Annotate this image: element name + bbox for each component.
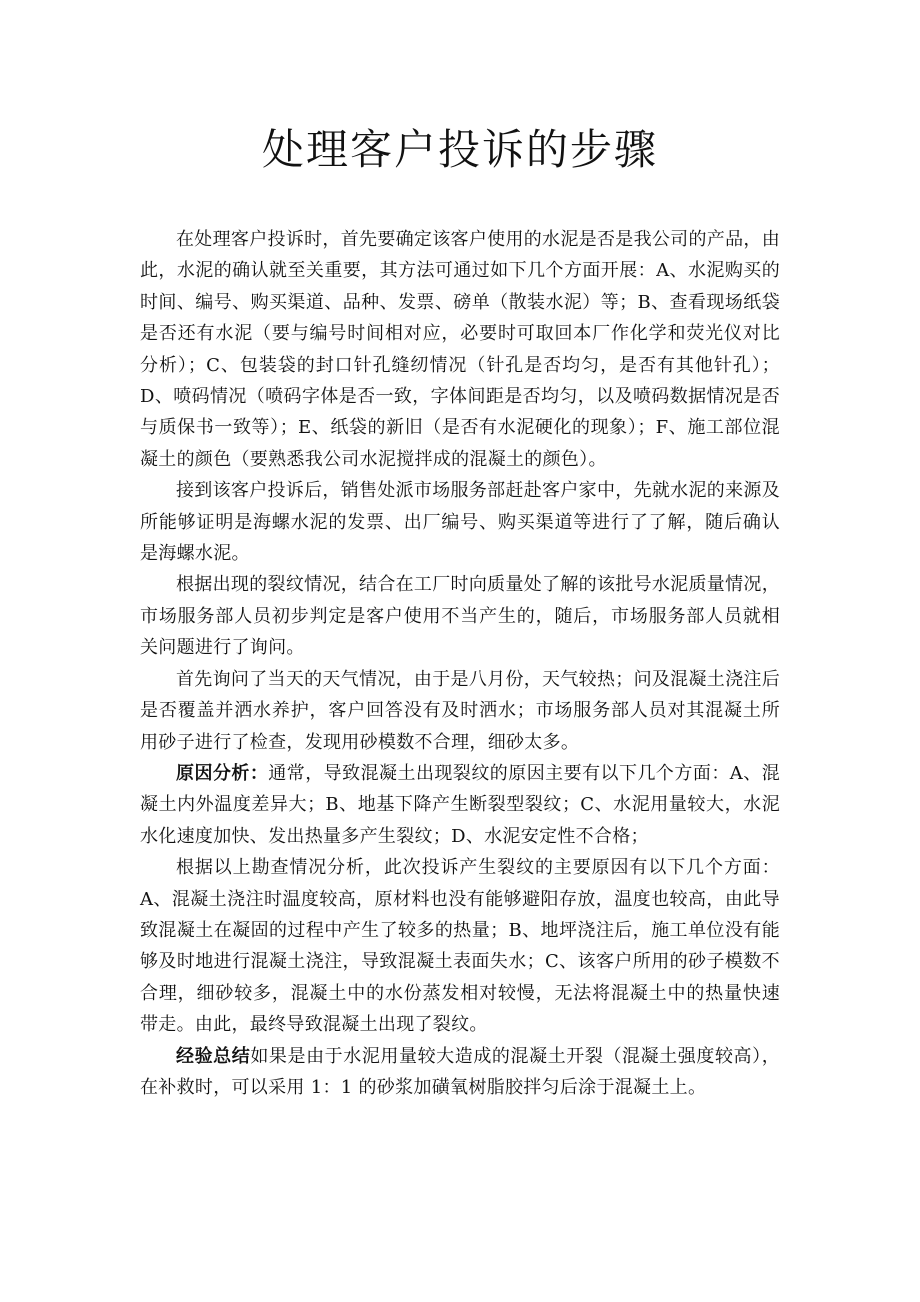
analysis-label: 原因分析：	[176, 762, 269, 784]
document-body	[140, 224, 780, 1103]
paragraph-intro: 在处理客户投诉时，首先要确定该客户使用的水泥是否是我公司的产品，由此，水泥的确认就至关重要，其方法可通过如下几个方面开展：A、水泥购买的时间、编号、购买渠道、品种、发票、磅单（散装水泥）等；B、查看现场纸袋是否还有水泥（要与编号时间相对应，必要时可取回本厂作化学和荧光仪对比分析）；C、包装袋的封口针孔缝纫情况（针孔是否均匀，是否有其他针孔）；D、喷码情况（喷码字体是否一致，字体间距是否均匀，以及喷码数据情况是否与质保书一致等）；E、纸袋的新旧（是否有水泥硬化的现象）；F、施工部位混凝土的颜色（要熟悉我公司水泥搅拌成的混凝土的颜色）。	[140, 229, 780, 470]
page-title: 处理客户投诉的步骤	[261, 125, 658, 174]
paragraph-judgement: 根据出现的裂纹情况，结合在工厂时向质量处了解的该批号水泥质量情况，市场服务部人员初步判定是客户使用不当产生的，随后，市场服务部人员就相关问题进行了询问。	[140, 574, 780, 659]
summary-text: 如果是由于水泥用量较大造成的混凝土开裂（混凝土强度较高），在补救时，可以采用 1：1 的砂浆加磺氧树脂胶拌匀后涂于混凝土上。	[140, 1045, 780, 1098]
paragraph-findings: 根据以上勘查情况分析，此次投诉产生裂纹的主要原因有以下几个方面：A、混凝土浇注时温度较高，原材料也没有能够避阳存放，温度也较高，由此导致混凝土在凝固的过程中产生了较多的热量；B、地坪浇注后，施工单位没有能够及时地进行混凝土浇注，导致混凝土表面失水；C、该客户所用的砂子模数不合理，细砂较多，混凝土中的水份蒸发相对较慢，无法将混凝土中的热量快速带走。由此，最终导致混凝土出现了裂纹。	[140, 857, 780, 1036]
paragraph-summary	[140, 1041, 780, 1104]
summary-label: 经验总结	[176, 1045, 251, 1067]
paragraph-inquiry: 首先询问了当天的天气情况，由于是八月份，天气较热；问及混凝土浇注后是否覆盖并洒水养护，客户回答没有及时洒水；市场服务部人员对其混凝土所用砂子进行了检查，发现用砂模数不合理，细砂太多。	[140, 668, 780, 753]
analysis-text: 通常，导致混凝土出现裂纹的原因主要有以下几个方面：A、混凝土内外温度差异大；B、地基下降产生断裂型裂纹；C、水泥用量较大，水泥水化速度加快、发出热量多产生裂纹；D、水泥安定性不合格；	[140, 762, 780, 847]
paragraph-analysis	[140, 758, 780, 852]
paragraph-visit: 接到该客户投诉后，销售处派市场服务部赶赴客户家中，先就水泥的来源及所能够证明是海螺水泥的发票、出厂编号、购买渠道等进行了了解，随后确认是海螺水泥。	[140, 480, 780, 565]
